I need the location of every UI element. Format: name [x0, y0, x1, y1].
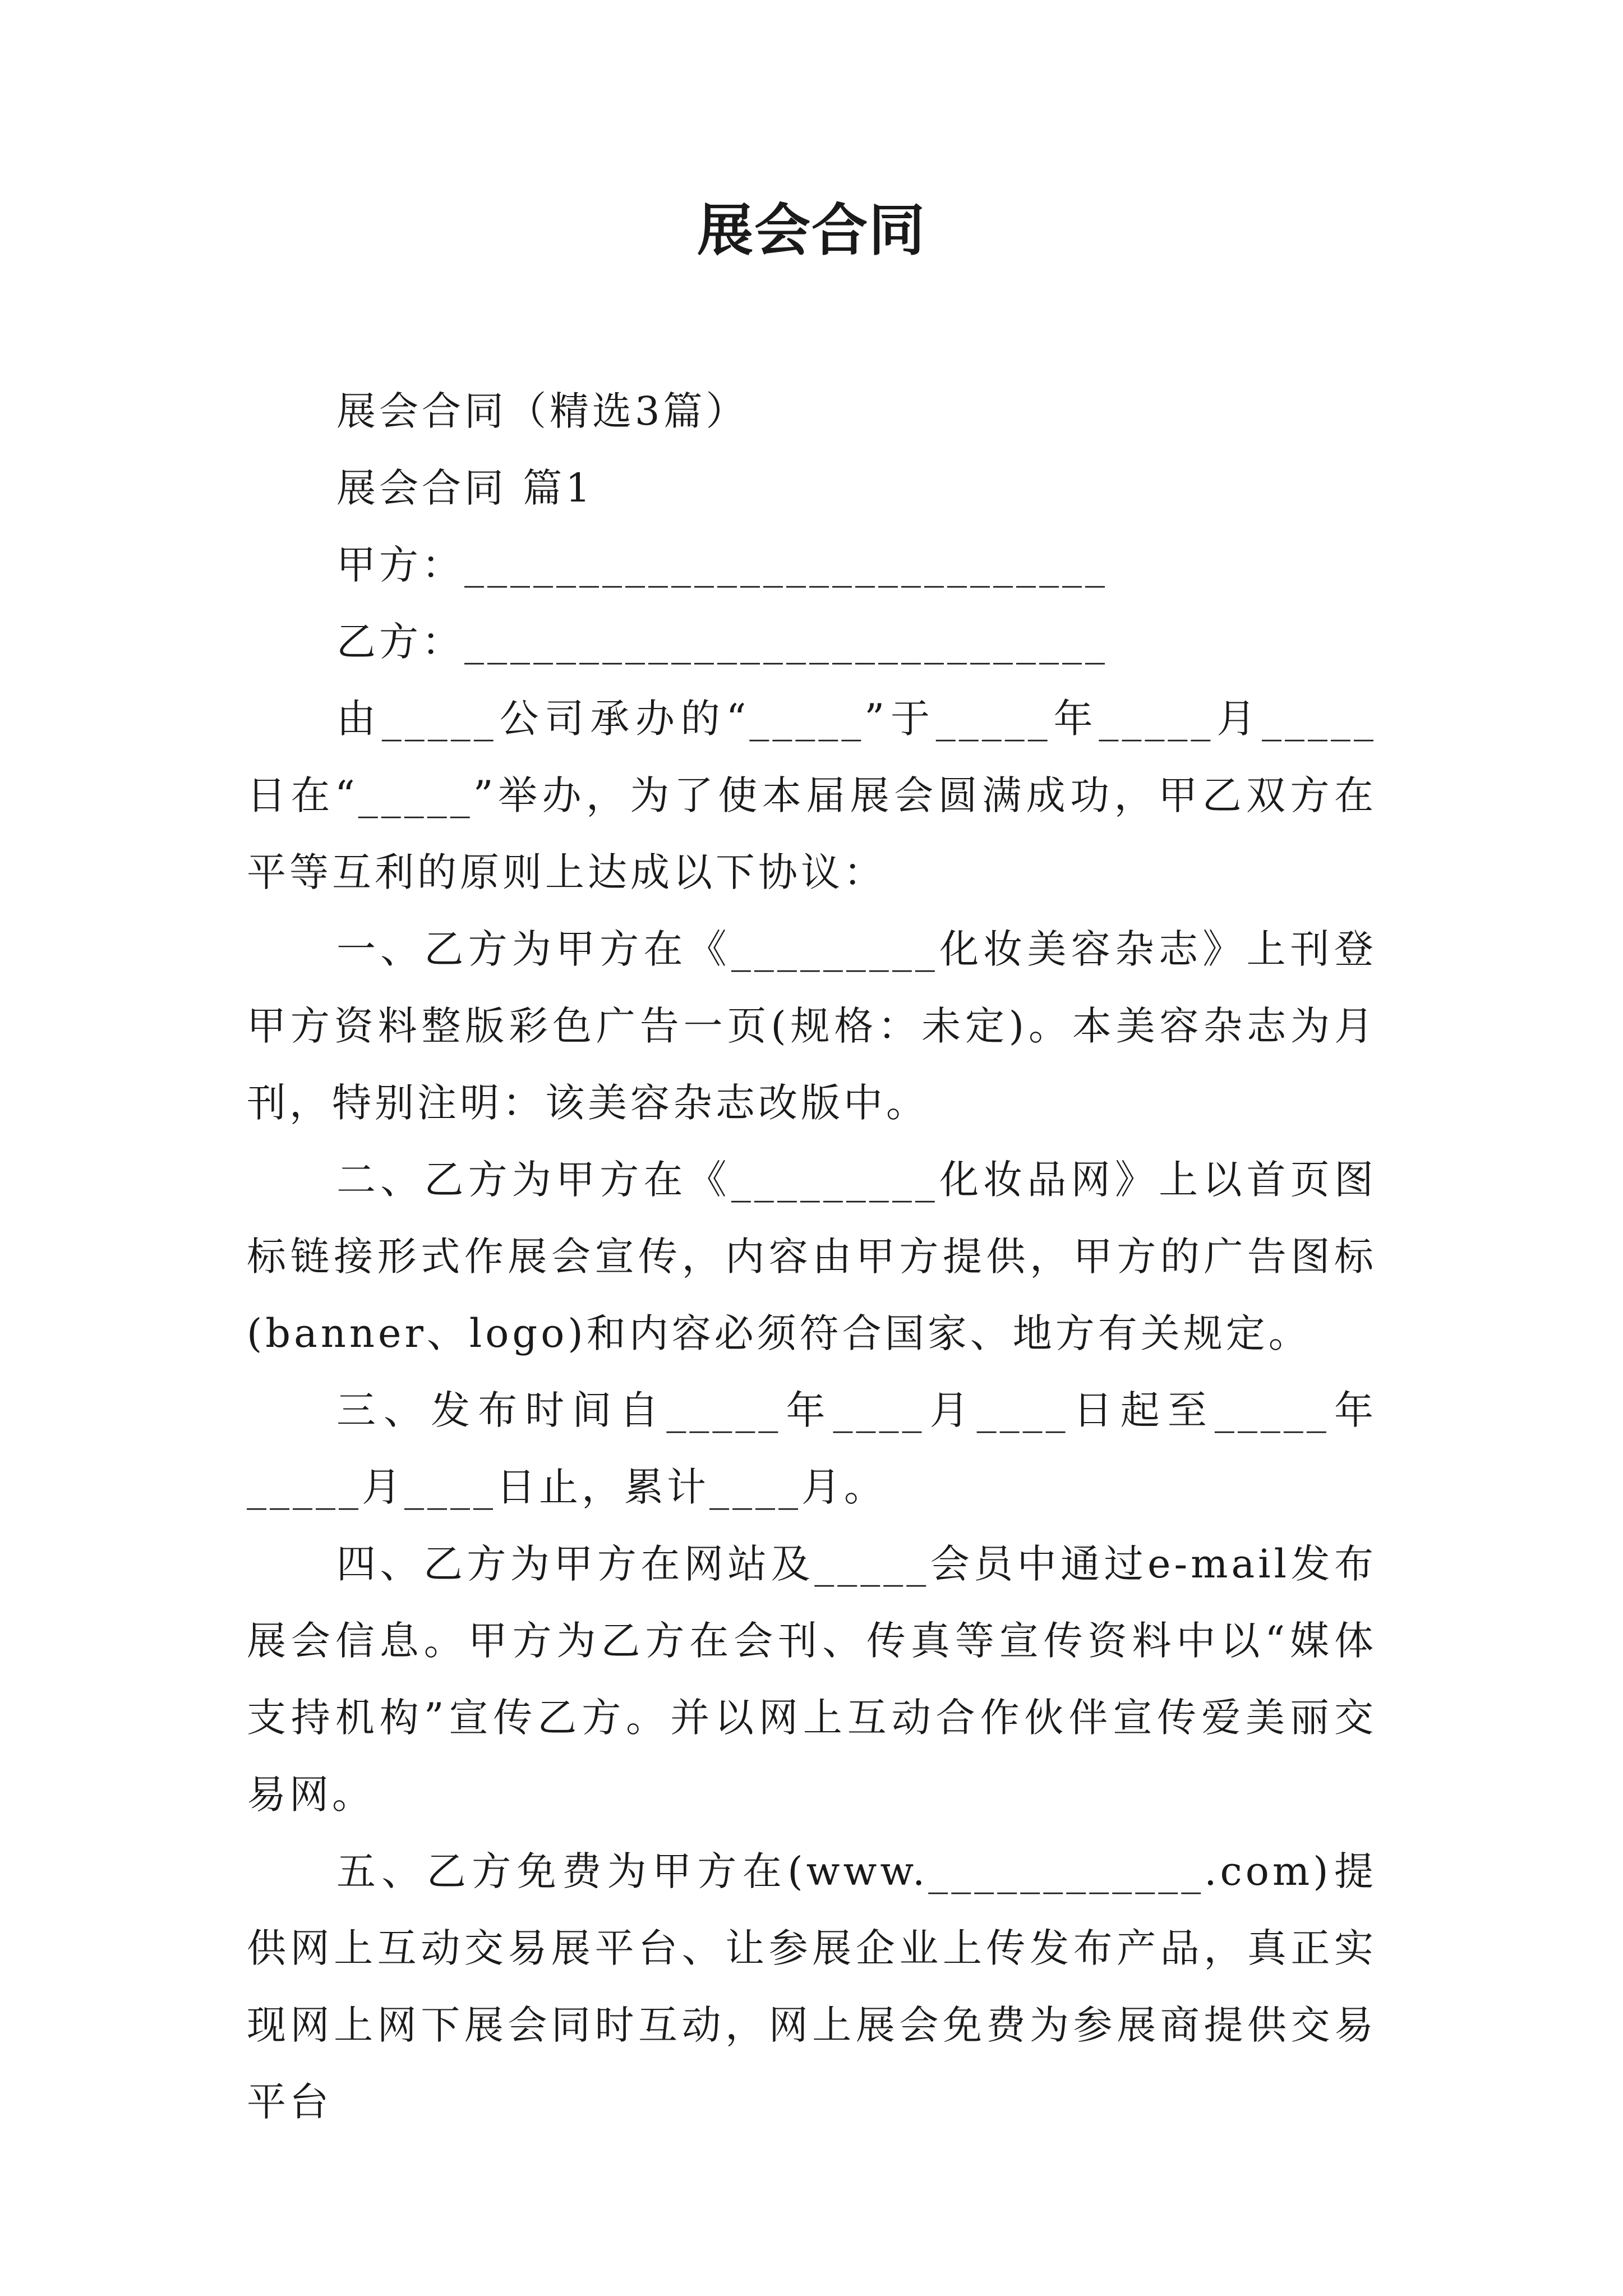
paragraph-clause-1: 一、乙方为甲方在《_________化妆美容杂志》上刊登甲方资料整版彩色广告一页(规格：未定)。本美容杂志为月刊，特别注明：该美容杂志改版中。: [247, 926, 1377, 1126]
document-body: [247, 373, 1377, 2141]
paragraph-section-heading: 展会合同 篇1: [336, 465, 594, 511]
paragraph-clause-4: 四、乙方为甲方在网站及_____会员中通过e-mail发布展会信息。甲方为乙方在会刊、传真等宣传资料中以“媒体支持机构”宣传乙方。并以网上互动合作伙伴宣传爱美丽交易网。: [247, 1541, 1377, 1818]
paragraph-subtitle: 展会合同（精选3篇）: [336, 388, 749, 434]
paragraph-party-b: 乙方：____________________________: [336, 619, 1108, 665]
paragraph-preamble: 由_____公司承办的“_____”于_____年_____月_____日在“_____”举办，为了使本届展会圆满成功，甲乙双方在平等互利的原则上达成以下协议：: [247, 696, 1377, 895]
paragraph-clause-2: 二、乙方为甲方在《_________化妆品网》上以首页图标链接形式作展会宣传，内容由甲方提供，甲方的广告图标(banner、logo)和内容必须符合国家、地方有关规定。: [247, 1157, 1377, 1356]
document-title: 展会合同: [697, 197, 926, 263]
paragraph-clause-5: 五、乙方免费为甲方在(www.____________.com)提供网上互动交易展平台、让参展企业上传发布产品，真正实现网上网下展会同时互动，网上展会免费为参展商提供交易平台: [247, 1848, 1377, 2125]
paragraph-party-a: 甲方：____________________________: [336, 542, 1108, 588]
paragraph-clause-3: 三、发布时间自_____年____月____日起至_____年_____月____日止，累计____月。: [247, 1387, 1377, 1510]
